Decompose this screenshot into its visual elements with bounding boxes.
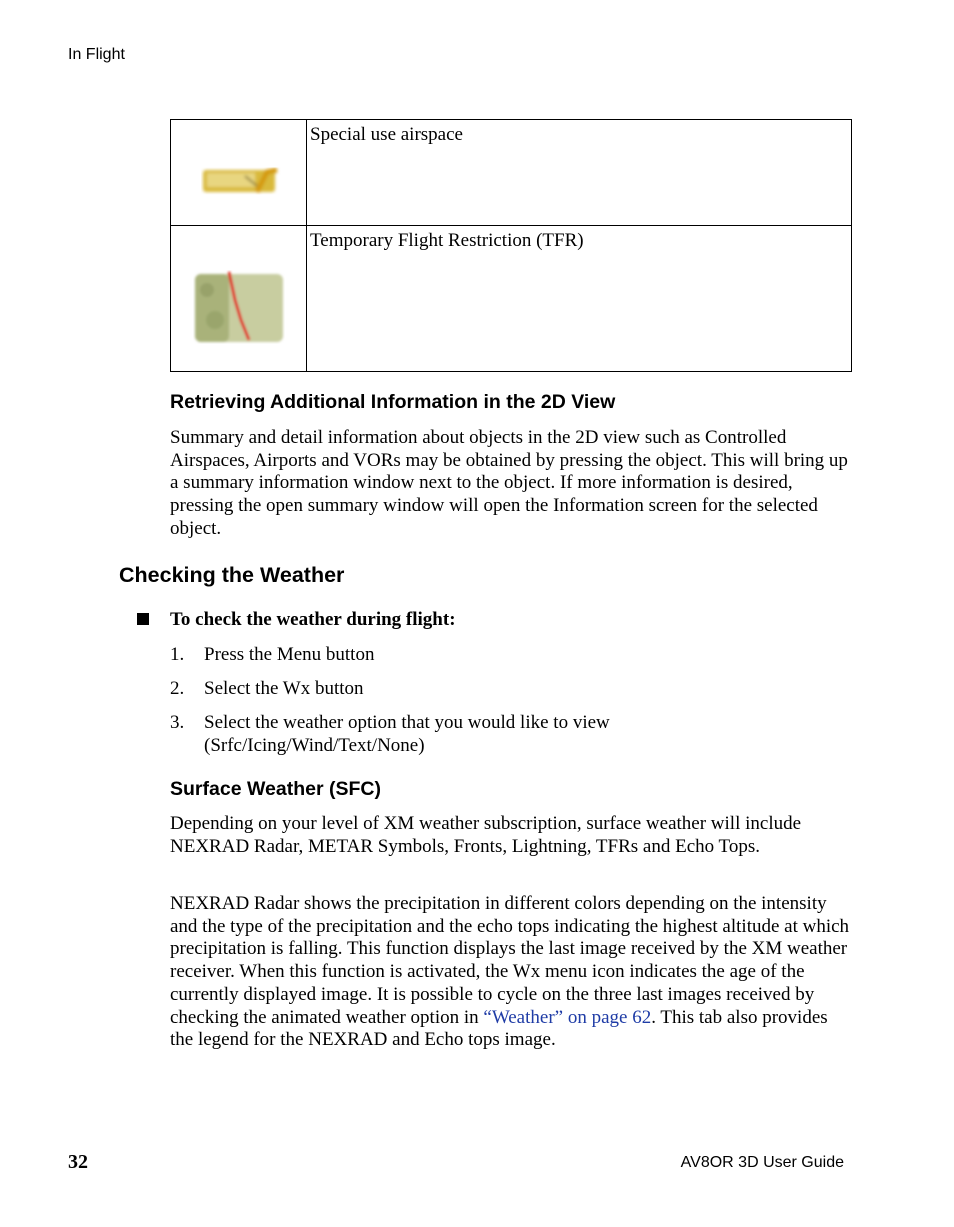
body-paragraph: Depending on your level of XM weather subscription, surface weather will include NEXRAD Radar, METAR Symbols, Fronts, Lightning, TFRs and Echo Tops. <box>170 813 802 857</box>
paragraph-text: NEXRAD Radar shows the precipitation in different colors depending on the intensity and the type of the precipitation and the echo tops indicating the highest altitude at which precipitation is falling. This function displays the last image received by the XM weather receiver. When this function is activated, the Wx menu icon indicates the age of the currently displayed image. It is possible to cycle on the three last images received by checking the animated weather option in <box>170 893 850 1028</box>
step-text: Press the Menu button <box>204 644 375 665</box>
legend-label: Temporary Flight Restriction (TFR) <box>307 226 852 372</box>
tfr-icon <box>193 270 285 344</box>
table-row <box>171 120 852 226</box>
body-paragraph <box>170 893 854 1052</box>
book-title: AV8OR 3D User Guide <box>680 1154 844 1171</box>
body-paragraph: Summary and detail information about objects in the 2D view such as Controlled Airspaces, Airports and VORs may be obtained by pressing the object. This will bring up a summary information window next to the object. If more information is desired, pressing the open summary window will open the Information screen for the selected object. <box>170 427 848 539</box>
paragraph-text: . This tab also provides the legend for the NEXRAD and Echo tops image. <box>170 1006 828 1051</box>
icon-cell <box>171 226 307 372</box>
legend-label: Special use airspace <box>307 120 852 226</box>
cross-reference-link[interactable]: “Weather” on page 62 <box>483 1006 652 1028</box>
icon-cell <box>171 120 307 226</box>
legend-table <box>170 119 852 372</box>
step-number: 2. <box>170 678 185 699</box>
section-heading: Surface Weather (SFC) <box>170 778 381 800</box>
procedure-title-text: To check the weather during flight: <box>170 609 456 630</box>
step-text: Select the Wx button <box>204 678 364 699</box>
running-head: In Flight <box>68 46 125 63</box>
step-number: 1. <box>170 644 185 665</box>
square-bullet-icon <box>137 613 149 625</box>
special-use-airspace-icon <box>201 164 281 200</box>
step-number: 3. <box>170 712 185 733</box>
section-heading: Retrieving Additional Information in the 2D View <box>170 391 616 413</box>
step-text-continued: (Srfc/Icing/Wind/Text/None) <box>204 735 425 756</box>
section-heading: Checking the Weather <box>119 563 345 587</box>
page-number: 32 <box>68 1151 88 1173</box>
table-row <box>171 226 852 372</box>
step-text: Select the weather option that you would like to view <box>204 712 610 733</box>
